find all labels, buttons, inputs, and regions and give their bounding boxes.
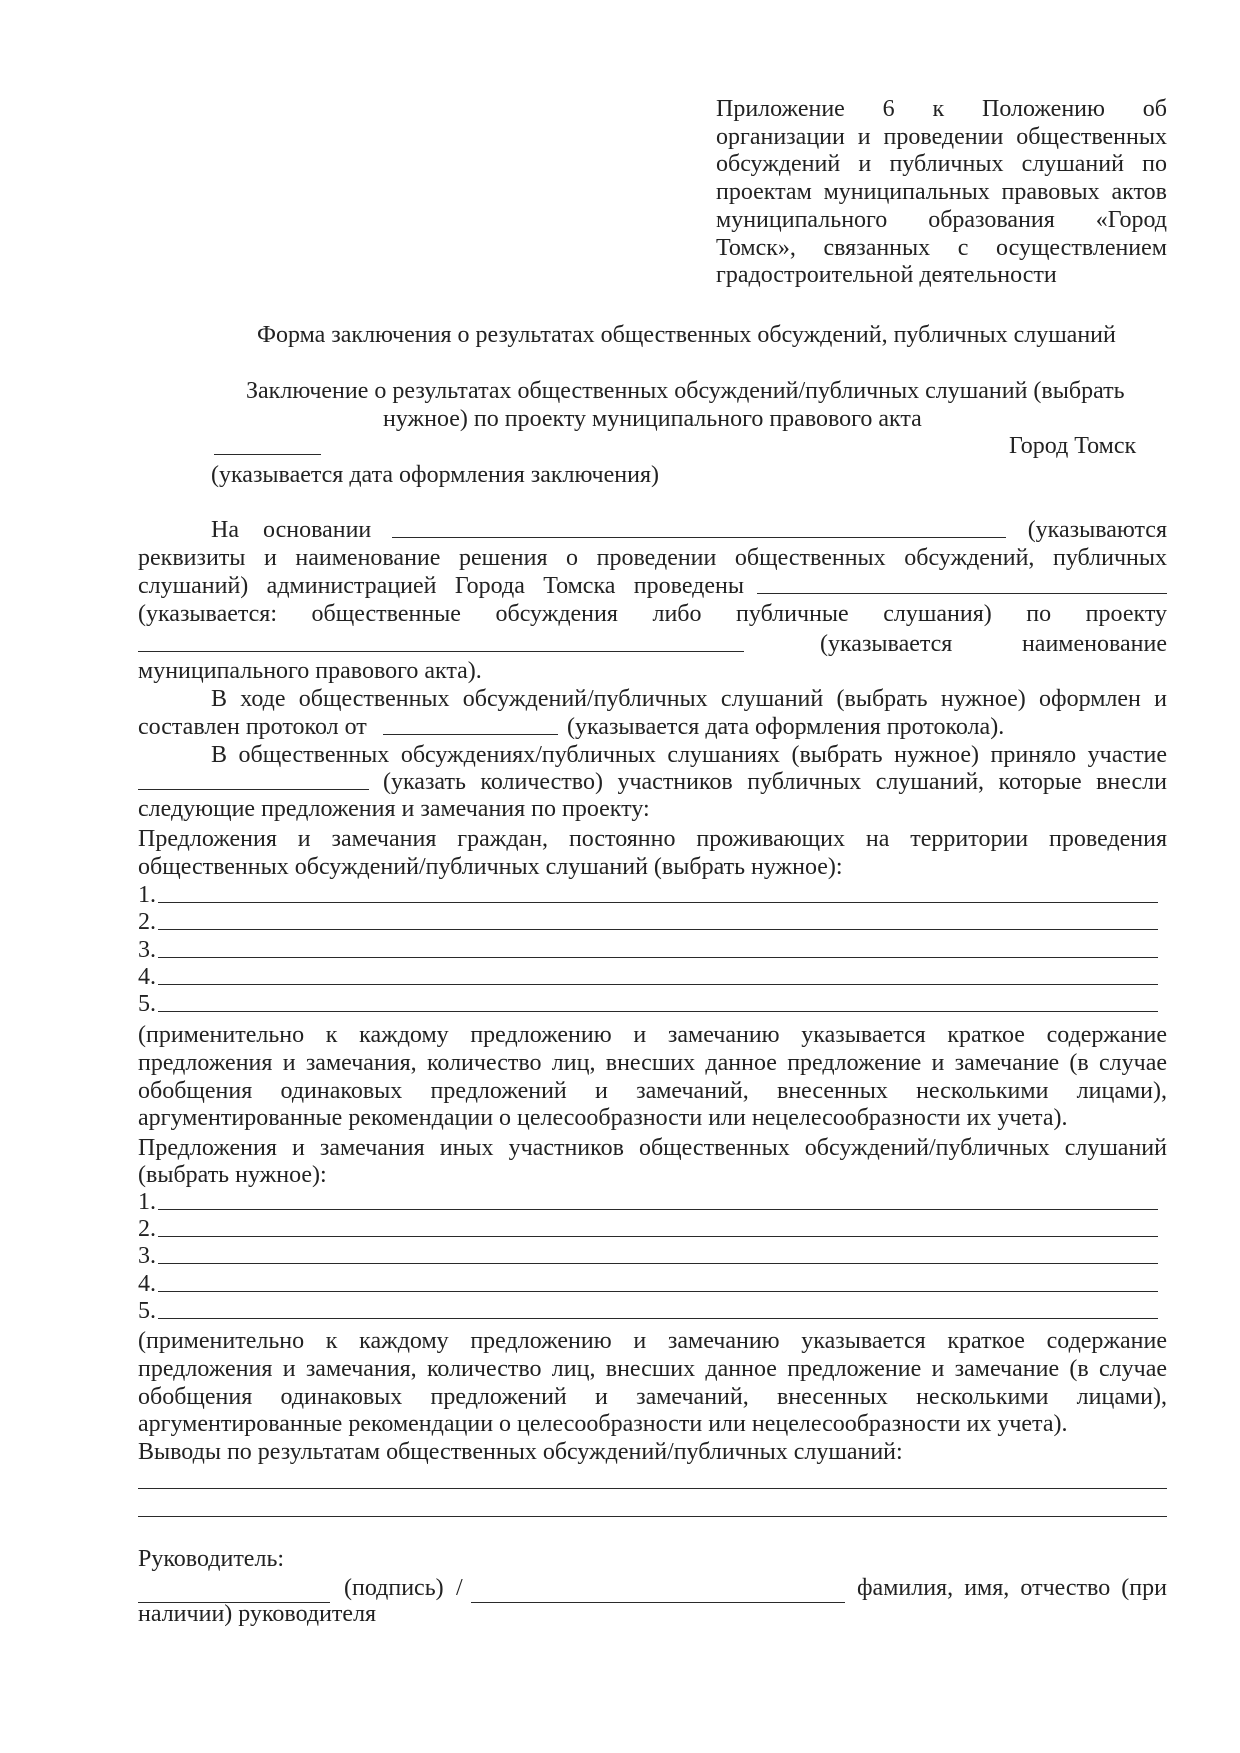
signature-separator: / <box>456 1575 463 1601</box>
list-item <box>138 1188 1158 1216</box>
proposal-blank-field <box>158 908 1158 930</box>
appendix-line: организации и проведении общественных <box>716 124 1167 150</box>
item-number: 3. <box>138 1243 156 1269</box>
basis-line <box>138 630 1167 658</box>
proposal-blank-field <box>158 963 1158 985</box>
basis-text: (указываются <box>1027 517 1167 543</box>
basis-text: На основании <box>211 517 372 543</box>
decision-blank-field <box>392 516 1006 538</box>
others-heading: (выбрать нужное): <box>138 1162 327 1188</box>
participation-line: следующие предложения и замечания по проекту: <box>138 796 650 822</box>
form-title: Форма заключения о результатах общественных обсуждений, публичных слушаний <box>257 322 1116 348</box>
date-caption: (указывается дата оформления заключения) <box>211 462 659 488</box>
proposal-blank-field <box>158 936 1158 958</box>
residents-note: аргументированные рекомендации о целесообразности или нецелесообразности их учета). <box>138 1105 1068 1131</box>
appendix-line: Томск», связанных с осуществлением <box>716 235 1167 261</box>
list-item <box>138 963 1158 991</box>
protocol-text: (указывается дата оформления протокола). <box>567 714 1005 740</box>
participant-count-blank-field <box>138 768 369 790</box>
item-number: 3. <box>138 937 156 963</box>
basis-text: слушаний) администрацией Города Томска проведены <box>138 573 744 599</box>
full-name-caption: наличии) руководителя <box>138 1601 377 1627</box>
appendix-line: муниципального образования «Город <box>716 207 1167 233</box>
basis-line: реквизиты и наименование решения о проведении общественных обсуждений, публичных <box>138 545 1167 571</box>
basis-line: (указывается: общественные обсуждения либо публичные слушания) по проекту <box>138 601 1167 627</box>
list-item <box>138 908 1158 936</box>
proposal-blank-field <box>158 881 1158 903</box>
protocol-text: составлен протокол от <box>138 714 367 740</box>
item-number: 1. <box>138 882 156 908</box>
participation-line: В общественных обсуждениях/публичных слушаниях (выбрать нужное) приняло участие <box>211 742 1167 768</box>
appendix-line: градостроительной деятельности <box>716 262 1057 288</box>
others-heading: Предложения и замечания иных участников общественных обсуждений/публичных слушаний <box>138 1135 1167 1161</box>
project-name-blank-field <box>138 630 744 652</box>
full-name-caption: фамилия, имя, отчество (при <box>857 1575 1167 1601</box>
full-name-blank-field <box>471 1574 845 1603</box>
others-note: предложения и замечания, количество лиц, внесших данное предложение и замечание (в случае <box>138 1356 1167 1382</box>
list-item <box>138 1242 1158 1270</box>
participation-line <box>138 768 1167 796</box>
date-blank-field <box>214 440 321 455</box>
item-number: 4. <box>138 1271 156 1297</box>
item-number: 4. <box>138 964 156 990</box>
basis-text: (указывается наименование <box>820 631 1167 657</box>
proposal-blank-field <box>158 1188 1158 1210</box>
proposal-blank-field <box>158 990 1158 1012</box>
signature-blank-field <box>138 1574 330 1603</box>
list-item <box>138 936 1158 964</box>
residents-note: обобщения одинаковых предложений и замечаний, внесенных несколькими лицами), <box>138 1078 1167 1104</box>
proposal-blank-field <box>158 1215 1158 1237</box>
others-note: обобщения одинаковых предложений и замечаний, внесенных несколькими лицами), <box>138 1384 1167 1410</box>
list-item <box>138 1215 1158 1243</box>
proposal-blank-field <box>158 1242 1158 1264</box>
participation-text: (указать количество) участников публичных слушаний, которые внесли <box>383 769 1167 795</box>
basis-line <box>211 516 1167 544</box>
city-name: Город Томск <box>1009 433 1137 459</box>
proposal-blank-field <box>158 1297 1158 1319</box>
conclusions-blank-field <box>138 1472 1167 1489</box>
protocol-line: В ходе общественных обсуждений/публичных слушаний (выбрать нужное) оформлен и <box>211 686 1167 712</box>
appendix-line: проектам муниципальных правовых актов <box>716 179 1167 205</box>
item-number: 2. <box>138 1216 156 1242</box>
signature-caption: (подпись) <box>344 1575 444 1601</box>
residents-heading: общественных обсуждений/публичных слушаний (выбрать нужное): <box>138 854 843 880</box>
residents-heading: Предложения и замечания граждан, постоянно проживающих на территории проведения <box>138 826 1167 852</box>
item-number: 5. <box>138 1298 156 1324</box>
hearing-type-blank-field <box>757 572 1167 594</box>
conclusions-label: Выводы по результатам общественных обсуждений/публичных слушаний: <box>138 1439 903 1465</box>
others-note: аргументированные рекомендации о целесообразности или нецелесообразности их учета). <box>138 1411 1068 1437</box>
list-item <box>138 990 1158 1018</box>
proposal-blank-field <box>158 1270 1158 1292</box>
appendix-line: обсуждений и публичных слушаний по <box>716 151 1167 177</box>
item-number: 5. <box>138 991 156 1017</box>
signature-line <box>138 1574 1167 1602</box>
item-number: 2. <box>138 909 156 935</box>
list-item <box>138 1270 1158 1298</box>
protocol-date-blank-field <box>383 713 558 735</box>
conclusions-blank-field <box>138 1500 1167 1517</box>
residents-note: (применительно к каждому предложению и замечанию указывается краткое содержание <box>138 1022 1167 1048</box>
basis-line: муниципального правового акта). <box>138 658 482 684</box>
residents-note: предложения и замечания, количество лиц, внесших данное предложение и замечание (в случае <box>138 1050 1167 1076</box>
appendix-line: Приложение 6 к Положению об <box>716 96 1167 122</box>
others-note: (применительно к каждому предложению и замечанию указывается краткое содержание <box>138 1328 1167 1354</box>
protocol-line <box>138 713 1167 741</box>
item-number: 1. <box>138 1189 156 1215</box>
signature-role: Руководитель: <box>138 1546 285 1572</box>
list-item <box>138 1297 1158 1325</box>
conclusion-title: Заключение о результатах общественных обсуждений/публичных слушаний (выбрать <box>246 378 1125 404</box>
basis-line <box>138 572 1167 600</box>
list-item <box>138 881 1158 909</box>
conclusion-title: нужное) по проекту муниципального правового акта <box>383 406 922 432</box>
